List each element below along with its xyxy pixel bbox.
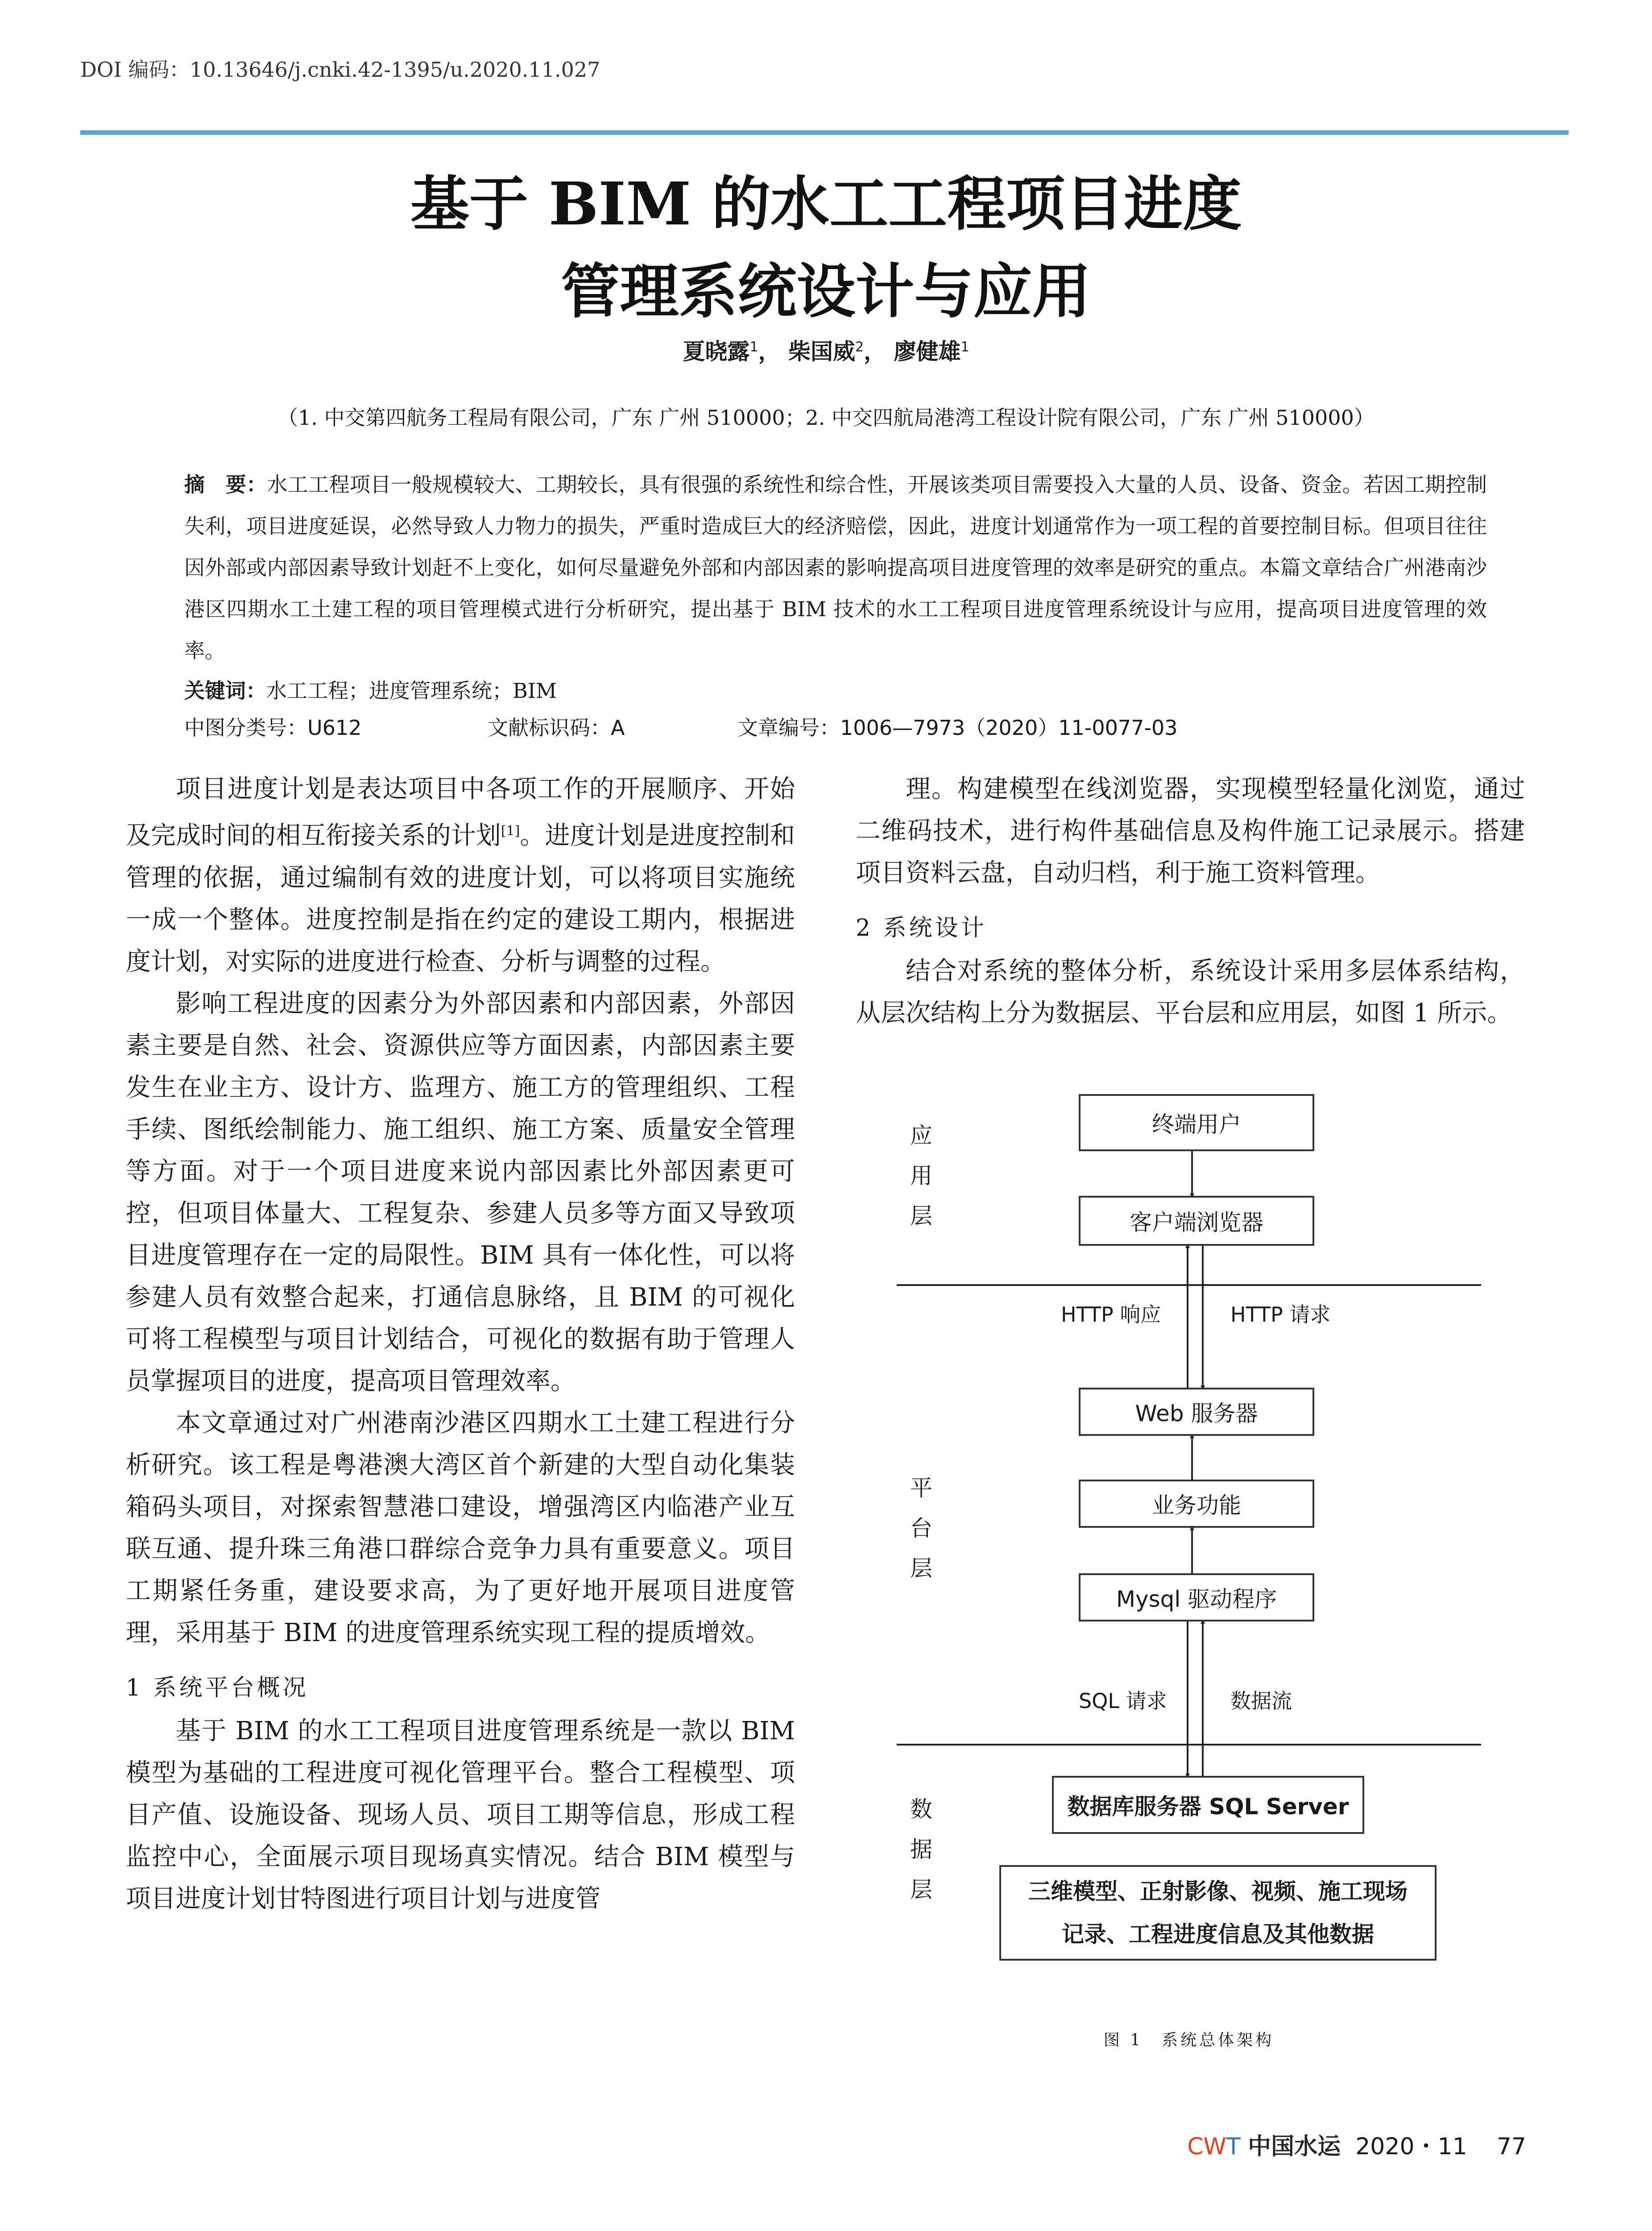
keywords-text: 水工工程；进度管理系统；BIM bbox=[266, 679, 557, 703]
figure-caption: 图 1 系统总体架构 bbox=[1103, 2031, 1275, 2049]
document-code: 文献标识码：A bbox=[488, 716, 625, 740]
paragraph: 影响工程进度的因素分为外部因素和内部因素，外部因素主要是自然、社会、资源供应等方面因素，内部因素主要发生在业主方、设计方、监理方、施工方的管理组织、工程手续、图纸绘制能力、施工组织、施工方案、质量安全管理等方面。对于一个项目进度来说内部因素比外部因素更可控，但项目体量大、工程复杂、参建人员多等方面又导致项目进度管理存在一定的局限性。BIM 具有一体化性，可以将参建人员有效整合起来，打通信息脉络，且 BIM 的可视化可将工程模型与项目计划结合，可视化的数据有助于管理人员掌握项目的进度，提高项目管理效率。 bbox=[126, 989, 795, 1396]
layer-label-text: 平 台 层 bbox=[910, 1475, 932, 1581]
page-number: 77 bbox=[1496, 2133, 1526, 2160]
author-name: 夏晓露 bbox=[683, 339, 750, 365]
author-separator: ， bbox=[758, 339, 781, 365]
paragraph: 本文章通过对广州港南沙港区四期水工土建工程进行分析研究。该工程是粤港澳大湾区首个新建的大型自动化集装箱码头项目，对探索智慧港口建设，增强湾区内临港产业互联互通、提升珠三角港口群综合竞争力具有重要意义。项目工期紧任务重，建设要求高，为了更好地开展项目进度管理，采用基于 BIM 的进度管理系统实现工程的提质增效。 bbox=[126, 1408, 795, 1647]
label-http-response: HTTP 响应 bbox=[1061, 1302, 1161, 1327]
abstract-label: 摘 要： bbox=[184, 473, 267, 497]
box-web-server: Web 服务器 bbox=[1079, 1388, 1314, 1436]
paragraph: 结合对系统的整体分析，系统设计采用多层体系结构，从层次结构上分为数据层、平台层和应用层，如图 1 所示。 bbox=[856, 957, 1525, 1028]
brand-mark-t: T bbox=[1226, 2133, 1241, 2160]
layer-label-data bbox=[908, 1789, 935, 1910]
section-heading-2: 2 系统设计 bbox=[856, 915, 987, 941]
article-number: 文章编号：1006—7973（2020）11-0077-03 bbox=[737, 716, 1178, 740]
label-dataflow: 数据流 bbox=[1230, 1689, 1292, 1713]
box-mysql-driver: Mysql 驱动程序 bbox=[1079, 1573, 1314, 1621]
paragraph: 基于 BIM 的水工工程项目进度管理系统是一款以 BIM 模型为基础的工程进度可视化管理平台。整合工程模型、项目产值、设施设备、现场人员、项目工期等信息，形成工程监控中心，全面展示项目现场真实情况。结合 BIM 模型与项目进度计划甘特图进行项目计划与进度管 bbox=[126, 1716, 795, 1913]
layer-label-application bbox=[908, 1116, 935, 1236]
layer-label-platform bbox=[908, 1468, 935, 1588]
header-rule bbox=[80, 130, 1569, 135]
title-line-1: 基于 BIM 的水工工程项目进度 bbox=[410, 170, 1242, 239]
box-business-function: 业务功能 bbox=[1079, 1480, 1314, 1528]
classification-line bbox=[184, 712, 1487, 743]
paragraph: 理。构建模型在线浏览器，实现模型轻量化浏览，通过二维码技术，进行构件基础信息及构件施工记录展示。搭建项目资料云盘，自动归档，利于施工资料管理。 bbox=[856, 775, 1525, 887]
paragraph-text: 。进度计划是进度控制和管理的依据，通过编制有效的进度计划，可以将项目实施统一成一个整体。进度控制是指在约定的建设工期内，根据进度计划，对实际的进度进行检查、分析与调整的过程。 bbox=[126, 821, 795, 976]
affiliations: （1. 中交第四航务工程局有限公司，广东 广州 510000；2. 中交四航局港湾工程设计院有限公司，广东 广州 510000） bbox=[277, 406, 1375, 430]
section-heading-1: 1 系统平台概况 bbox=[126, 1674, 309, 1701]
layer-label-text: 数 据 层 bbox=[910, 1796, 932, 1903]
author-affil-mark: 2 bbox=[855, 339, 864, 355]
box-database-server: 数据库服务器 SQL Server bbox=[1052, 1776, 1364, 1834]
author-separator: ， bbox=[864, 339, 886, 365]
magazine-name: 中国水运 bbox=[1248, 2133, 1341, 2160]
doi-line: DOI 编码：10.13646/j.cnki.42-1395/u.2020.11.027 bbox=[80, 58, 600, 82]
author-affil-mark: 1 bbox=[961, 339, 969, 355]
label-http-request: HTTP 请求 bbox=[1230, 1302, 1331, 1327]
box-data-sources: 三维模型、正射影像、视频、施工现场 记录、工程进度信息及其他数据 bbox=[999, 1865, 1437, 1961]
clc-code: 中图分类号：U612 bbox=[184, 716, 362, 740]
box-terminal-user: 终端用户 bbox=[1079, 1094, 1314, 1151]
abstract bbox=[184, 464, 1487, 672]
keywords bbox=[184, 675, 557, 704]
author-name: 廖健雄 bbox=[894, 339, 961, 365]
paragraph-text: 项目进度计划是表达项目中各项工作的开展顺序、开始及完成时间的相互衔接关系的计划 bbox=[126, 775, 795, 850]
body-column-left bbox=[126, 768, 795, 1920]
body-column-right bbox=[856, 768, 1525, 1034]
article-title bbox=[0, 161, 1652, 336]
paragraph bbox=[126, 768, 795, 983]
title-line-2: 管理系统设计与应用 bbox=[561, 257, 1091, 326]
abstract-text: 水工工程项目一般规模较大、工期较长，具有很强的系统性和综合性，开展该类项目需要投入大量的人员、设备、资金。若因工期控制失利，项目进度延误，必然导致人力物力的损失，严重时造成巨大的经济赔偿，因此，进度计划通常作为一项工程的首要控制目标。但项目往往因外部或内部因素导致计划赶不上变化，如何尽量避免外部和内部因素的影响提高项目进度管理的效率是研究的重点。本篇文章结合广州港南沙港区四期水工土建工程的项目管理模式进行分析研究，提出基于 BIM 技术的水工工程项目进度管理系统设计与应用，提高项目进度管理的效率。 bbox=[184, 473, 1487, 663]
box-client-browser: 客户端浏览器 bbox=[1079, 1196, 1314, 1246]
brand-mark-cw: CW bbox=[1187, 2133, 1226, 2160]
layer-label-text: 应 用 层 bbox=[910, 1123, 932, 1229]
page-footer bbox=[1187, 2127, 1526, 2161]
author-affil-mark: 1 bbox=[749, 339, 758, 355]
issue-number: 2020・11 bbox=[1355, 2133, 1467, 2160]
citation-ref: [1] bbox=[501, 823, 520, 839]
author-name: 柴国威 bbox=[788, 339, 855, 365]
keywords-label: 关键词： bbox=[184, 679, 266, 703]
label-sql-request: SQL 请求 bbox=[1079, 1689, 1167, 1713]
author-list bbox=[0, 334, 1652, 366]
architecture-diagram bbox=[852, 1062, 1526, 2070]
